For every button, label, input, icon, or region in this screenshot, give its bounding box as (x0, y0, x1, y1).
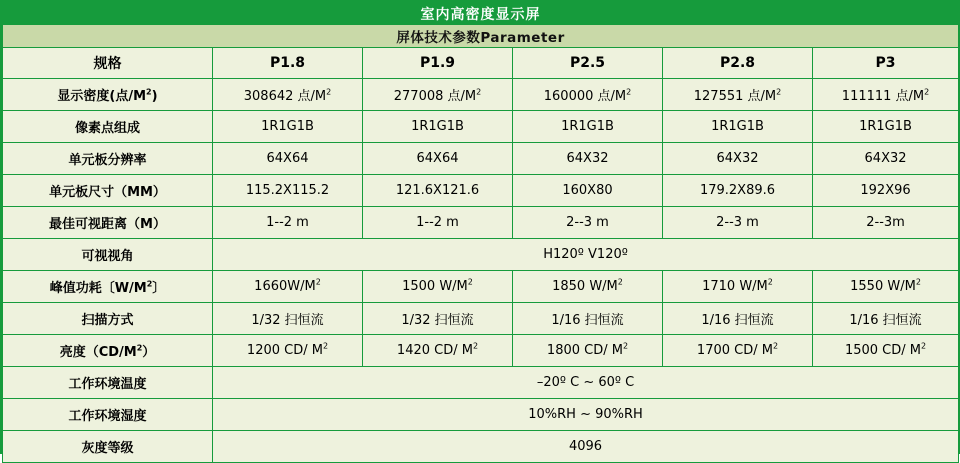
column-header-p25: P2.5 (513, 48, 663, 79)
row-cell: 1/16 扫恒流 (663, 303, 813, 335)
row-cell: 64X32 (813, 143, 959, 175)
column-header-p19: P1.9 (363, 48, 513, 79)
row-cell: 121.6X121.6 (363, 175, 513, 207)
table-row (3, 79, 959, 111)
row-cell: 1200 CD/ $M^2$ (213, 335, 363, 367)
row-cell: 160000 点$/M^2$ (513, 79, 663, 111)
table-row (3, 111, 959, 143)
row-cell: 1850 $W/M^2$ (513, 271, 663, 303)
column-header-p3: P3 (813, 48, 959, 79)
table-row (3, 303, 959, 335)
row-label: 灰度等级 (3, 431, 213, 463)
row-label: 显示密度(点$/M^2$) (3, 79, 213, 111)
row-label: 像素点组成 (3, 111, 213, 143)
row-label: 单元板分辨率 (3, 143, 213, 175)
table-row (3, 207, 959, 239)
row-cell: 1R1G1B (363, 111, 513, 143)
row-cell: 277008 点$/M^2$ (363, 79, 513, 111)
row-label: 峰值功耗〔$W/M^2$〕 (3, 271, 213, 303)
row-cell-merged: 10%RH ~ 90%RH (213, 399, 959, 431)
row-label: 工作环境温度 (3, 367, 213, 399)
document-title: 室内高密度显示屏 (3, 3, 959, 25)
table-body (3, 3, 959, 463)
specification-table (2, 2, 959, 463)
row-cell: 1500 $W/M^2$ (363, 271, 513, 303)
row-cell: 64X64 (213, 143, 363, 175)
row-cell: 1420 CD/ $M^2$ (363, 335, 513, 367)
row-label: 最佳可视距离（M） (3, 207, 213, 239)
row-cell: 1500 CD/ $M^2$ (813, 335, 959, 367)
row-cell: 192X96 (813, 175, 959, 207)
row-cell: 308642 点$/M^2$ (213, 79, 363, 111)
row-cell: 1/32 扫恒流 (213, 303, 363, 335)
row-label: 单元板尺寸（MM） (3, 175, 213, 207)
row-cell: 1550 $W/M^2$ (813, 271, 959, 303)
row-cell: 1710 $W/M^2$ (663, 271, 813, 303)
row-cell-merged: –20º C ~ 60º C (213, 367, 959, 399)
row-label: 可视视角 (3, 239, 213, 271)
document-subtitle-row (3, 25, 959, 48)
table-row (3, 335, 959, 367)
row-cell: 115.2X115.2 (213, 175, 363, 207)
row-cell: 1/16 扫恒流 (513, 303, 663, 335)
table-row (3, 431, 959, 463)
table-row (3, 239, 959, 271)
row-label: 亮度$(CD/M^2)$ (3, 335, 213, 367)
row-cell: 1800 CD/ $M^2$ (513, 335, 663, 367)
table-row (3, 143, 959, 175)
document-title-row (3, 3, 959, 25)
table-row (3, 399, 959, 431)
row-cell: 1/16 扫恒流 (813, 303, 959, 335)
row-cell: 1--2 m (363, 207, 513, 239)
table-row (3, 271, 959, 303)
column-header-p28: P2.8 (663, 48, 813, 79)
row-label: 工作环境湿度 (3, 399, 213, 431)
row-cell: 1--2 m (213, 207, 363, 239)
row-cell: 2--3 m (663, 207, 813, 239)
document-subtitle: 屏体技术参数Parameter (3, 25, 959, 48)
row-cell: $1660W/M^2$ (213, 271, 363, 303)
row-cell: 160X80 (513, 175, 663, 207)
column-header-spec: 规格 (3, 48, 213, 79)
row-cell: 1R1G1B (663, 111, 813, 143)
row-cell-merged: 4096 (213, 431, 959, 463)
table-header-row (3, 48, 959, 79)
row-cell: 127551 点$/M^2$ (663, 79, 813, 111)
row-cell-merged: H120º V120º (213, 239, 959, 271)
row-cell: 2--3 m (513, 207, 663, 239)
row-cell: 1R1G1B (513, 111, 663, 143)
row-cell: 111111 点$/M^2$ (813, 79, 959, 111)
row-label: 扫描方式 (3, 303, 213, 335)
row-cell: 64X64 (363, 143, 513, 175)
row-cell: 179.2X89.6 (663, 175, 813, 207)
row-cell: 64X32 (513, 143, 663, 175)
row-cell: 1R1G1B (213, 111, 363, 143)
table-row (3, 367, 959, 399)
row-cell: 1/32 扫恒流 (363, 303, 513, 335)
row-cell: 1700 CD/ $M^2$ (663, 335, 813, 367)
row-cell: 2--3m (813, 207, 959, 239)
table-row (3, 175, 959, 207)
row-cell: 1R1G1B (813, 111, 959, 143)
row-cell: 64X32 (663, 143, 813, 175)
column-header-p18: P1.8 (213, 48, 363, 79)
